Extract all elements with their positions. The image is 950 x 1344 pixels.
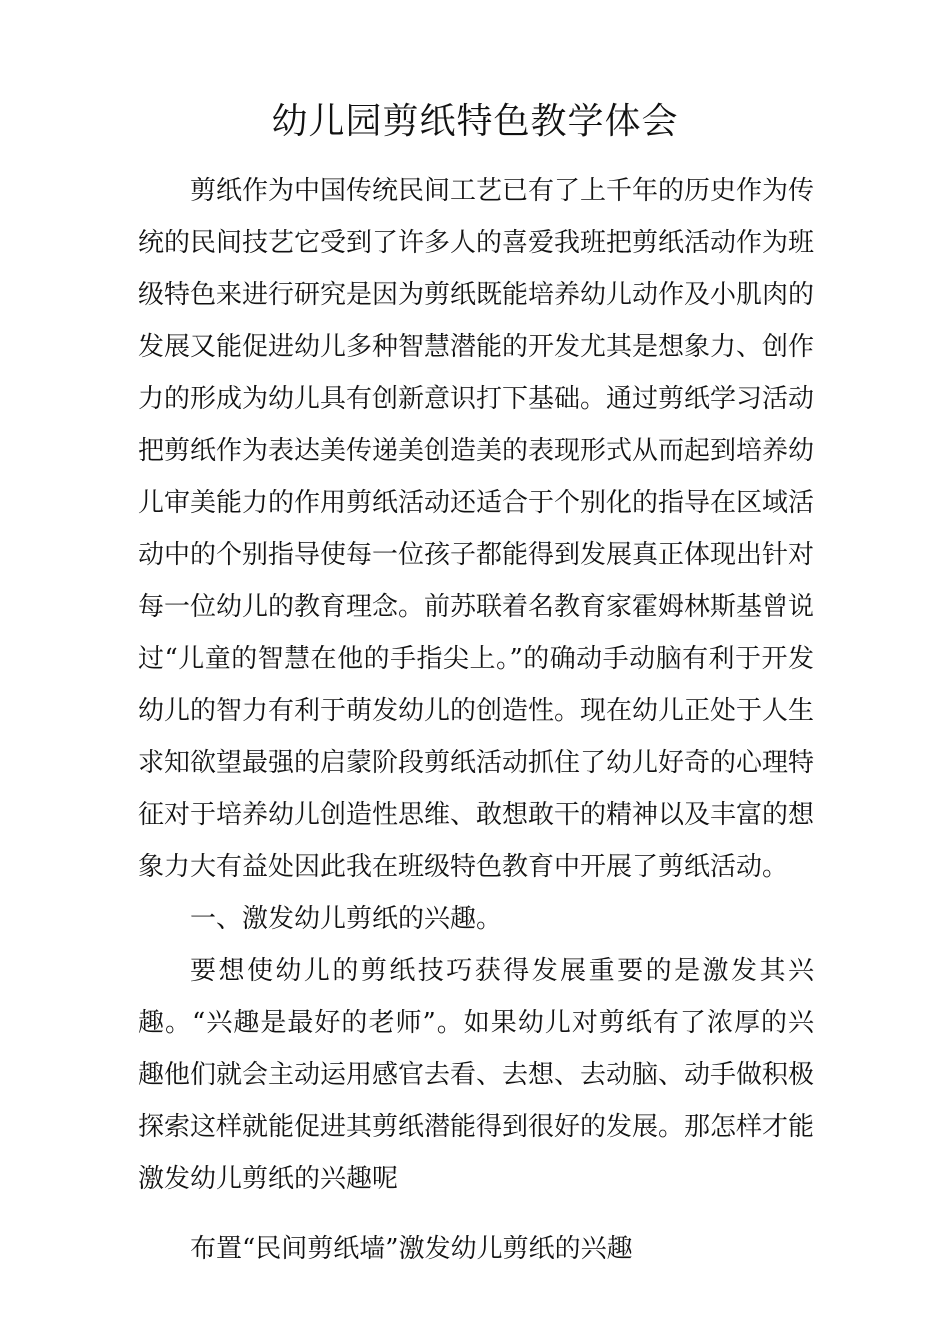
section-heading-1: 一、激发幼儿剪纸的兴趣。: [190, 904, 503, 934]
document-title: 幼儿园剪纸特色教学体会: [271, 101, 679, 142]
paragraph-interest: 要想使幼儿的剪纸技巧获得发展重要的是激发其兴趣。“兴趣是最好的老师”。如果幼儿对剪纸有了浓厚的兴趣他们就会主动运用感官去看、去想、去动脑、动手做积极探索这样就能促进其剪纸潜能得到很好的发展。那怎样才能激发幼儿剪纸的兴趣呢: [138, 956, 815, 1194]
document-body: [138, 165, 814, 1275]
paragraph-subheading: 布置“民间剪纸墙”激发幼儿剪纸的兴趣: [190, 1234, 633, 1264]
paragraph-intro: 剪纸作为中国传统民间工艺已有了上千年的历史作为传统的民间技艺它受到了许多人的喜爱我班把剪纸活动作为班级特色来进行研究是因为剪纸既能培养幼儿动作及小肌肉的发展又能促进幼儿多种智慧潜能的开发尤其是想象力、创作力的形成为幼儿具有创新意识打下基础。通过剪纸学习活动把剪纸作为表达美传递美创造美的表现形式从而起到培养幼儿审美能力的作用剪纸活动还适合于个别化的指导在区域活动中的个别指导使每一位孩子都能得到发展真正体现出针对每一位幼儿的教育理念。前苏联着名教育家霍姆林斯基曾说过“儿童的智慧在他的手指尖上。”的确动手动脑有利于开发幼儿的智力有利于萌发幼儿的创造性。现在幼儿正处于人生求知欲望最强的启蒙阶段剪纸活动抓住了幼儿好奇的心理特征对于培养幼儿创造性思维、敢想敢干的精神以及丰富的想象力大有益处因此我在班级特色教育中开展了剪纸活动。: [138, 176, 815, 882]
